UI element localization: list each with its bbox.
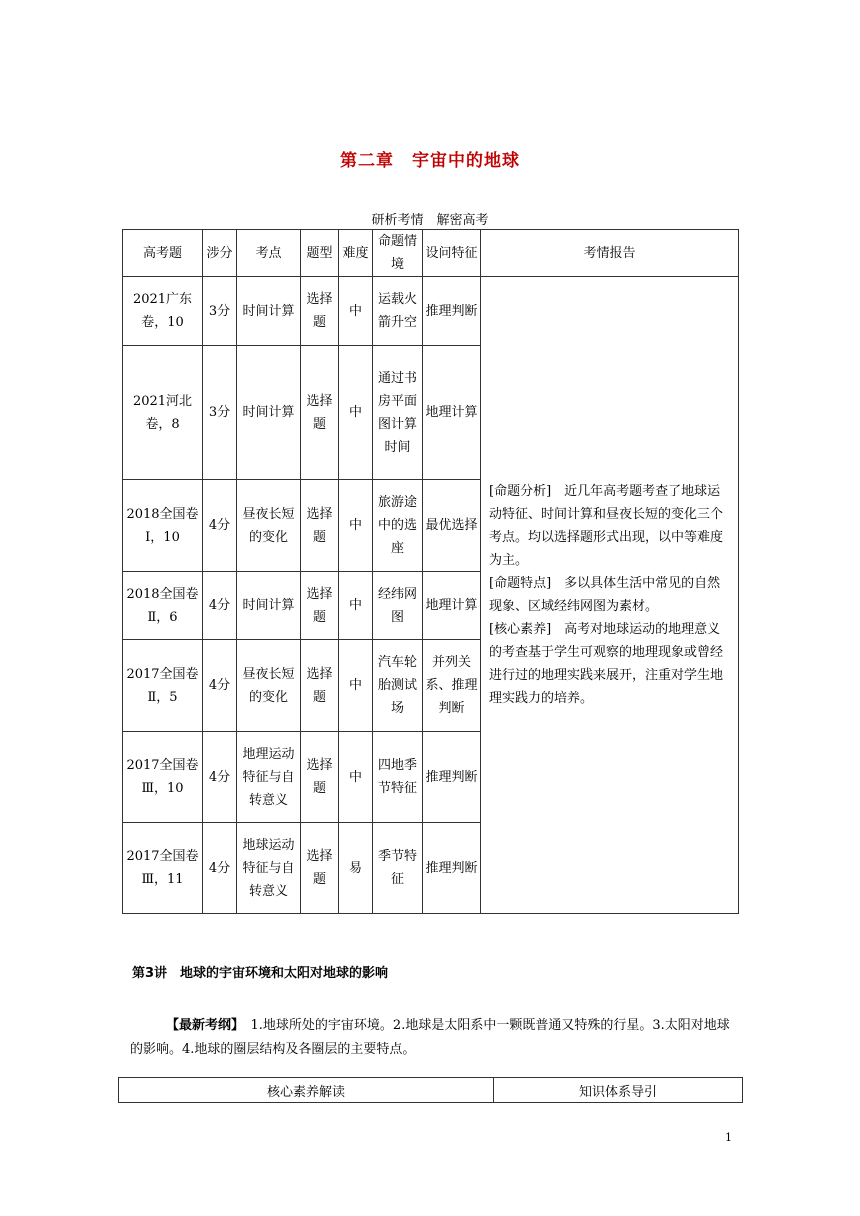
cell-score: 3分 <box>203 346 237 480</box>
cell-difficulty: 中 <box>339 732 373 823</box>
cell-difficulty: 中 <box>339 640 373 732</box>
cell-context: 旅游途中的选座 <box>373 480 423 572</box>
cell-exam: 2017全国卷Ⅲ，10 <box>123 732 203 823</box>
cell-point: 时间计算 <box>237 346 301 480</box>
cell-type: 选择题 <box>301 346 339 480</box>
cell-feature: 推理判断 <box>423 277 481 346</box>
cell-score: 4分 <box>203 572 237 640</box>
core-table-header <box>119 1078 743 1103</box>
syllabus-text: 1.地球所处的宇宙环境。2.地球是太阳系中一颗既普通又特殊的行星。3.太阳对地球的影响。4.地球的圈层结构及各圈层的主要特点。 <box>130 1018 730 1057</box>
core-literacy-header: 核心素养解读 <box>119 1078 494 1103</box>
cell-context: 汽车轮胎测试场 <box>373 640 423 732</box>
cell-exam: 2018全国卷Ⅱ，6 <box>123 572 203 640</box>
cell-point: 时间计算 <box>237 572 301 640</box>
core-literacy-table <box>118 1077 743 1103</box>
cell-type: 选择题 <box>301 823 339 914</box>
report-literacy: [核心素养] 高考对地球运动的地理意义的考查基于学生可观察的地理现象或曾经进行过的地理实践来展开，注重对学生地理实践力的培养。 <box>489 622 724 706</box>
header-type: 题型 <box>301 230 339 277</box>
cell-feature: 推理判断 <box>423 732 481 823</box>
knowledge-system-header: 知识体系导引 <box>494 1078 743 1103</box>
cell-context: 四地季节特征 <box>373 732 423 823</box>
cell-difficulty: 易 <box>339 823 373 914</box>
cell-type: 选择题 <box>301 277 339 346</box>
cell-feature: 地理计算 <box>423 346 481 480</box>
cell-feature: 地理计算 <box>423 572 481 640</box>
cell-point: 时间计算 <box>237 277 301 346</box>
cell-exam: 2021广东卷，10 <box>123 277 203 346</box>
cell-score: 4分 <box>203 732 237 823</box>
cell-context: 通过书房平面图计算时间 <box>373 346 423 480</box>
cell-point: 昼夜长短的变化 <box>237 640 301 732</box>
cell-score: 4分 <box>203 823 237 914</box>
chapter-prefix: 第二章 <box>340 151 394 171</box>
cell-context: 季节特征 <box>373 823 423 914</box>
cell-exam: 2021河北卷，8 <box>123 346 203 480</box>
cell-score: 4分 <box>203 480 237 572</box>
lecture-title: 第3讲 地球的宇宙环境和太阳对地球的影响 <box>132 966 389 981</box>
chapter-title <box>0 146 860 171</box>
cell-type: 选择题 <box>301 572 339 640</box>
cell-type: 选择题 <box>301 732 339 823</box>
table-header-row <box>123 230 739 277</box>
table-caption: 研析考情 解密高考 <box>371 213 489 228</box>
header-context: 命题情境 <box>373 230 423 277</box>
header-point: 考点 <box>237 230 301 277</box>
cell-exam: 2018全国卷Ⅰ，10 <box>123 480 203 572</box>
cell-difficulty: 中 <box>339 572 373 640</box>
chapter-name: 宇宙中的地球 <box>412 151 520 171</box>
page-number: 1 <box>725 1131 732 1144</box>
header-feature: 设问特征 <box>423 230 481 277</box>
cell-type: 选择题 <box>301 640 339 732</box>
header-exam: 高考题 <box>123 230 203 277</box>
cell-score: 4分 <box>203 640 237 732</box>
cell-type: 选择题 <box>301 480 339 572</box>
cell-point: 地球运动特征与自转意义 <box>237 823 301 914</box>
cell-difficulty: 中 <box>339 277 373 346</box>
cell-context: 经纬网图 <box>373 572 423 640</box>
header-score: 涉分 <box>203 230 237 277</box>
exam-report-cell <box>481 277 739 914</box>
cell-exam: 2017全国卷Ⅱ，5 <box>123 640 203 732</box>
cell-feature: 并列关系、推理判断 <box>423 640 481 732</box>
syllabus-paragraph <box>130 1014 742 1062</box>
cell-point: 地理运动特征与自转意义 <box>237 732 301 823</box>
table-row <box>123 277 739 346</box>
report-features: [命题特点] 多以具体生活中常见的自然现象、区域经纬网图为素材。 <box>489 576 721 614</box>
cell-feature: 推理判断 <box>423 823 481 914</box>
cell-context: 运载火箭升空 <box>373 277 423 346</box>
header-report: 考情报告 <box>481 230 739 277</box>
exam-analysis-table <box>122 229 739 914</box>
header-difficulty: 难度 <box>339 230 373 277</box>
cell-exam: 2017全国卷Ⅲ，11 <box>123 823 203 914</box>
cell-difficulty: 中 <box>339 480 373 572</box>
cell-difficulty: 中 <box>339 346 373 480</box>
cell-score: 3分 <box>203 277 237 346</box>
syllabus-label: 【最新考纲】 <box>166 1018 238 1033</box>
cell-point: 昼夜长短的变化 <box>237 480 301 572</box>
cell-feature: 最优选择 <box>423 480 481 572</box>
report-analysis: [命题分析] 近几年高考题考查了地球运动特征、时间计算和昼夜长短的变化三个考点。均以选择题形式出现，以中等难度为主。 <box>489 484 724 568</box>
